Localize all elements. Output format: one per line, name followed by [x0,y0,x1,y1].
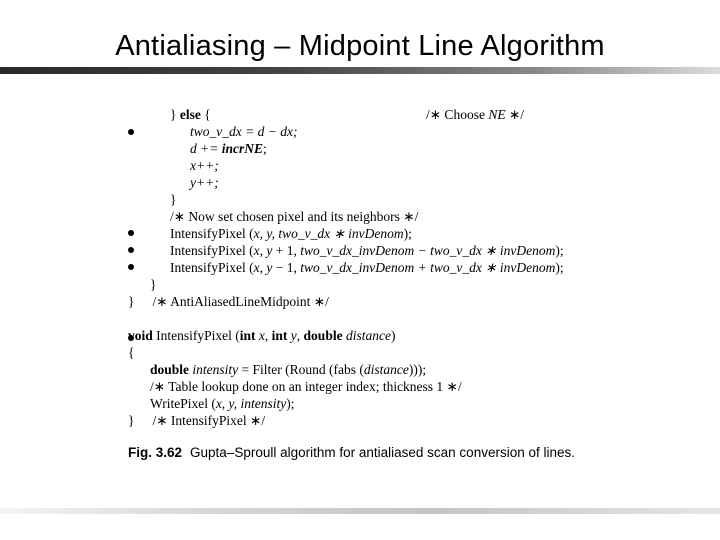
code-line: } [150,277,157,292]
code-comment: /∗ Choose NE ∗/ [426,107,525,122]
code-line: } /∗ AntiAliasedLineMidpoint ∗/ [128,294,329,309]
code-line [170,107,211,123]
code-line: IntensifyPixel (x, y, two_v_dx ∗ invDenom); [170,226,412,241]
code-line: IntensifyPixel (x, y − 1, two_v_dx_invDenom + two_v_dx ∗ invDenom); [170,260,564,275]
code-line: IntensifyPixel (x, y + 1, two_v_dx_invDenom − two_v_dx ∗ invDenom); [170,243,564,258]
title-divider [0,67,720,74]
code-comment: /∗ Now set chosen pixel and its neighbors ∗/ [170,209,419,224]
caption-text: Gupta–Sproull algorithm for antialiased scan conversion of lines. [190,445,575,460]
bullet-marker [128,247,134,253]
code-line: } /∗ IntensifyPixel ∗/ [128,413,266,428]
code-text: { [200,107,211,122]
bullet-marker [128,129,134,135]
footer-divider [0,508,720,514]
code-line: x++; [190,158,219,173]
code-line: y++; [190,175,219,190]
code-line: double intensity = Filter (Round (fabs (distance))); [150,362,427,377]
code-comment: /∗ Table lookup done on an integer index; thickness 1 ∗/ [150,379,462,394]
bullet-marker [128,264,134,270]
code-line: d += incrNE; [190,141,267,156]
code-line: { [128,345,135,360]
code-keyword: else [179,107,201,122]
bullet-marker [128,230,134,236]
code-line: void IntensifyPixel (int x, int y, double distance) [128,328,396,343]
code-line: two_v_dx = d − dx; [190,124,298,139]
code-text: } [170,107,180,122]
code-line: } [170,192,177,207]
figure-caption [128,445,575,460]
code-line: WritePixel (x, y, intensity); [150,396,295,411]
slide-title: Antialiasing – Midpoint Line Algorithm [115,30,605,62]
figure-number: Fig. 3.62 [128,445,183,460]
